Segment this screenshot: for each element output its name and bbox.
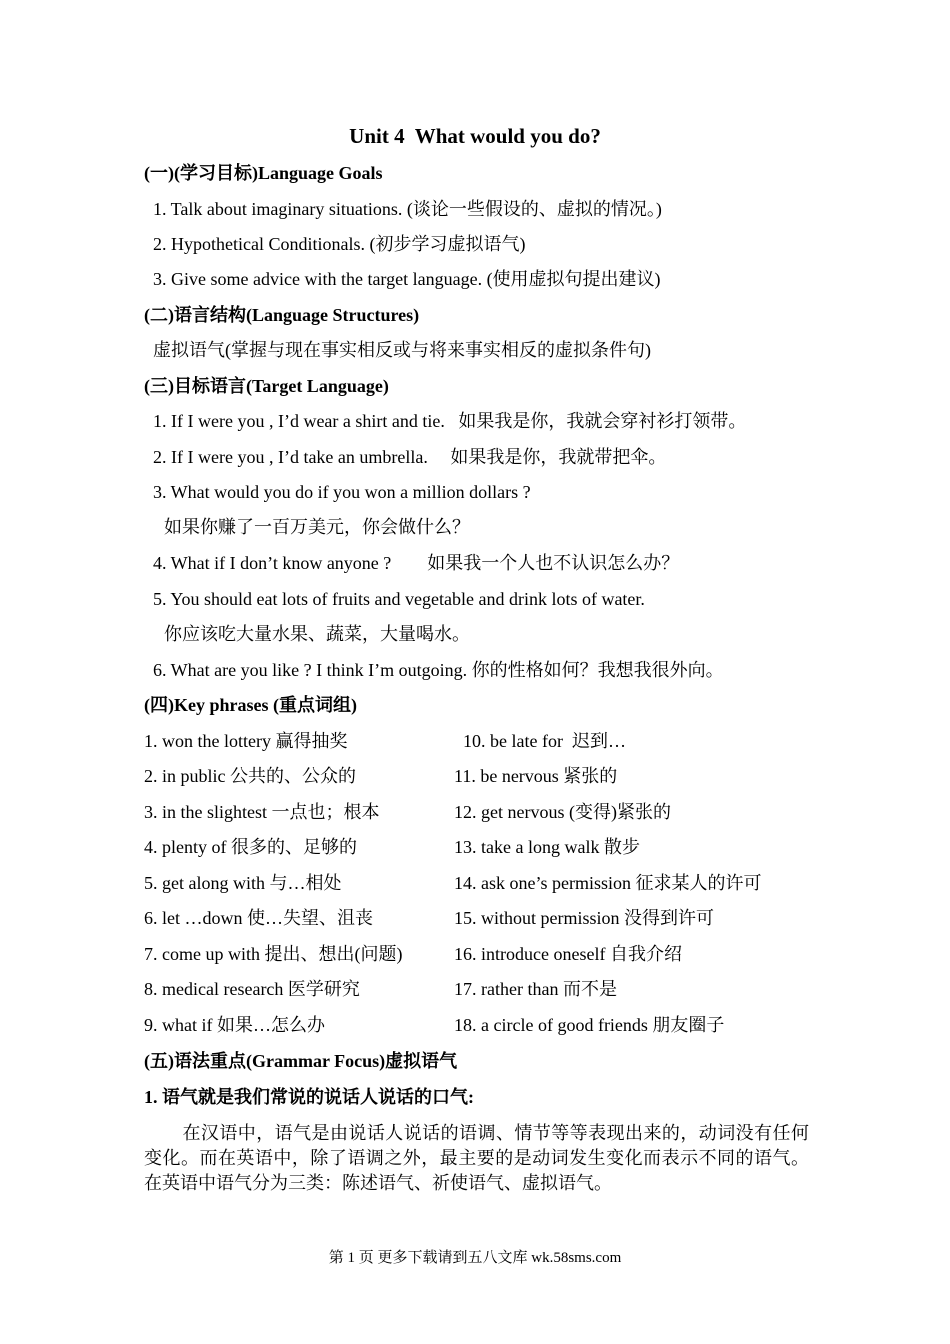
phrase-left-9: 9. what if 如果…怎么办 <box>144 1015 325 1035</box>
section1-item-2: 2. Hypothetical Conditionals. (初步学习虚拟语气) <box>153 234 526 254</box>
section5-paragraph <box>144 1121 809 1196</box>
phrase-left-5: 5. get along with 与…相处 <box>144 873 342 893</box>
phrase-right-17: 17. rather than 而不是 <box>454 979 617 999</box>
page-footer: 第 1 页 更多下载请到五八文库 wk.58sms.com <box>328 1250 622 1266</box>
section1-item-1: 1. Talk about imaginary situations. (谈论一些假设的、虚拟的情况。) <box>153 199 662 219</box>
phrase-right-13: 13. take a long walk 散步 <box>454 837 640 857</box>
phrase-right-14: 14. ask one’s permission 征求某人的许可 <box>454 873 762 893</box>
phrase-right-10: 10. be late for 迟到… <box>463 731 626 751</box>
section2-text: 虚拟语气(掌握与现在事实相反或与将来事实相反的虚拟条件句) <box>153 340 651 360</box>
phrase-left-2: 2. in public 公共的、公众的 <box>144 766 356 786</box>
section5-subheading: 1. 语气就是我们常说的说话人说话的口气: <box>144 1087 474 1107</box>
section3-item-3: 3. What would you do if you won a million dollars ? <box>153 482 531 502</box>
section3-item-1: 1. If I were you , I’d wear a shirt and tie. 如果我是你，我就会穿衬衫打领带。 <box>153 411 747 431</box>
phrase-right-15: 15. without permission 没得到许可 <box>454 908 714 928</box>
section1-heading: (一)(学习目标)Language Goals <box>144 163 383 183</box>
section3-item-3-translation: 如果你赚了一百万美元，你会做什么？ <box>164 517 470 537</box>
section3-item-4: 4. What if I don’t know anyone ? 如果我一个人也不认识怎么办？ <box>153 553 680 573</box>
section3-heading: (三)目标语言(Target Language) <box>144 376 389 396</box>
phrase-right-12: 12. get nervous (变得)紧张的 <box>454 802 671 822</box>
phrase-left-1: 1. won the lottery 赢得抽奖 <box>144 731 348 751</box>
section4-heading: (四)Key phrases (重点词组) <box>144 695 357 715</box>
section3-item-2: 2. If I were you , I’d take an umbrella. 如果我是你，我就带把伞。 <box>153 447 667 467</box>
phrase-right-11: 11. be nervous 紧张的 <box>454 766 618 786</box>
phrase-left-4: 4. plenty of 很多的、足够的 <box>144 837 357 857</box>
section3-item-5-translation: 你应该吃大量水果、蔬菜，大量喝水。 <box>164 624 470 644</box>
section2-heading: (二)语言结构(Language Structures) <box>144 305 420 325</box>
phrase-left-6: 6. let …down 使…失望、沮丧 <box>144 908 373 928</box>
section3-item-6: 6. What are you like ? I think I’m outgoing. 你的性格如何？我想我很外向。 <box>153 660 724 680</box>
section5-paragraph-text: 在汉语中，语气是由说话人说话的语调、情节等等表现出来的，动词没有任何变化。而在英语中，除了语调之外，最主要的是动词发生变化而表示不同的语气。在英语中语气分为三类：陈述语气、祈使语气、虚拟语气。 <box>144 1123 809 1193</box>
page-title: Unit 4 What would you do? <box>349 124 601 148</box>
phrase-right-18: 18. a circle of good friends 朋友圈子 <box>454 1015 725 1035</box>
phrase-left-3: 3. in the slightest 一点也；根本 <box>144 802 380 822</box>
phrase-left-7: 7. come up with 提出、想出(问题) <box>144 944 403 964</box>
section1-item-3: 3. Give some advice with the target language. (使用虚拟句提出建议) <box>153 269 661 289</box>
phrase-left-8: 8. medical research 医学研究 <box>144 979 360 999</box>
section3-item-5: 5. You should eat lots of fruits and vegetable and drink lots of water. <box>153 589 645 609</box>
phrase-right-16: 16. introduce oneself 自我介绍 <box>454 944 682 964</box>
section5-heading: (五)语法重点(Grammar Focus)虚拟语气 <box>144 1051 458 1071</box>
